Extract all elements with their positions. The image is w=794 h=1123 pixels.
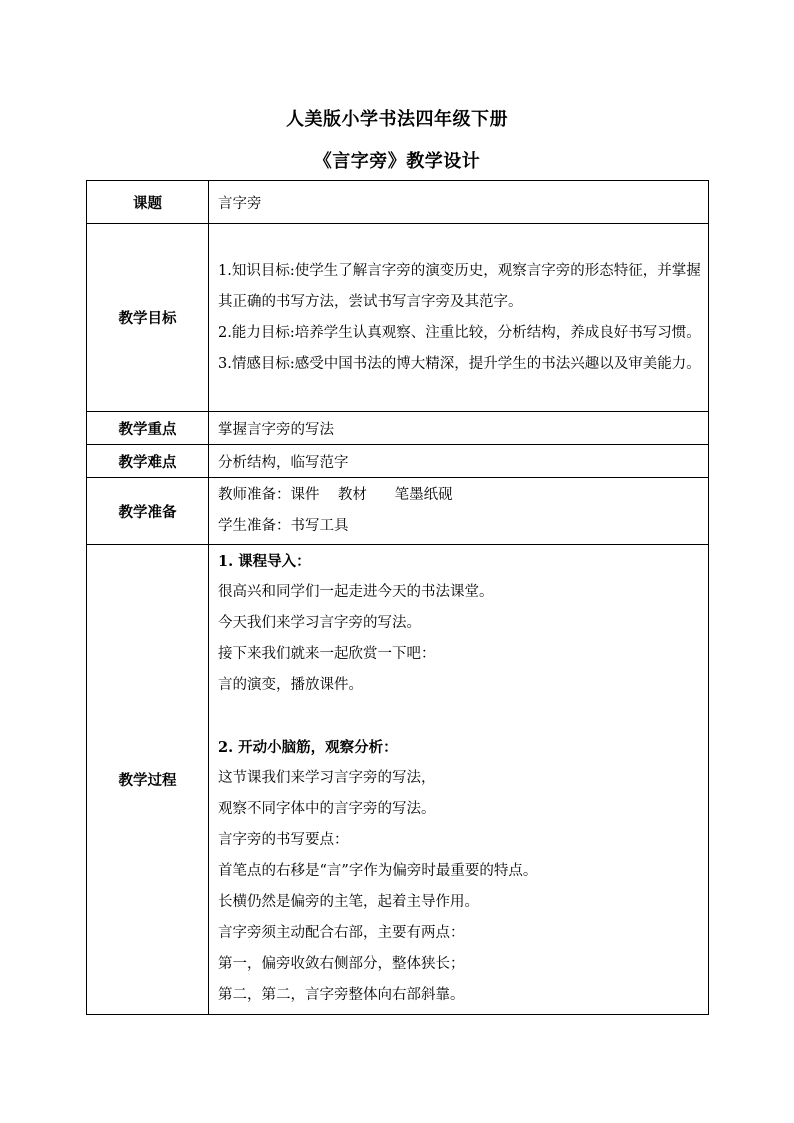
label-difficulty: 教学难点 xyxy=(87,445,209,478)
process-heading-2: 2. 开动小脑筋，观察分析： xyxy=(218,739,398,756)
lesson-plan-table xyxy=(86,180,709,1015)
process-line: 言字旁须主动配合右部，主要有两点： xyxy=(218,925,465,941)
label-goals: 教学目标 xyxy=(87,224,209,412)
process-line: 接下来我们就来一起欣赏一下吧： xyxy=(218,646,436,662)
document-subtitle: 《言字旁》教学设计 xyxy=(313,151,481,172)
label-topic: 课题 xyxy=(87,181,209,224)
label-prep: 教学准备 xyxy=(87,478,209,545)
row-goals xyxy=(87,224,709,412)
process-line: 很高兴和同学们一起走进今天的书法课堂。 xyxy=(218,584,494,600)
row-prep xyxy=(87,478,709,545)
prep-teacher: 教师准备：课件 教材 笔墨纸砚 xyxy=(218,487,453,503)
spacer xyxy=(218,701,702,732)
process-line: 言字旁的书写要点： xyxy=(218,832,349,848)
goal-item-2: 2.能力目标:培养学生认真观察、注重比较，分析结构，养成良好书写习惯。 xyxy=(218,324,701,341)
goal-item-3: 3.情感目标:感受中国书法的博大精深，提升学生的书法兴趣以及审美能力。 xyxy=(218,355,701,372)
value-goals xyxy=(209,224,709,412)
process-line: 言的演变，播放课件。 xyxy=(218,677,363,693)
process-line: 观察不同字体中的言字旁的写法。 xyxy=(218,801,436,817)
prep-student: 学生准备：书写工具 xyxy=(218,518,349,534)
process-line: 这节课我们来学习言字旁的写法， xyxy=(218,770,436,786)
goal-item-1: 1.知识目标:使学生了解言字旁的演变历史，观察言字旁的形态特征，并掌握其正确的书写方法，尝试书写言字旁及其范字。 xyxy=(218,262,701,310)
label-process: 教学过程 xyxy=(87,545,209,1015)
process-line: 今天我们来学习言字旁的写法。 xyxy=(218,615,421,631)
process-line: 第一，偏旁收敛右侧部分，整体狭长； xyxy=(218,956,465,972)
value-process xyxy=(209,545,709,1015)
process-heading-1: 1. 课程导入： xyxy=(218,553,311,570)
row-focus xyxy=(87,412,709,445)
row-topic xyxy=(87,181,709,224)
value-topic: 言字旁 xyxy=(209,181,709,224)
process-line: 首笔点的右移是“言”字作为偏旁时最重要的特点。 xyxy=(218,863,538,879)
label-focus: 教学重点 xyxy=(87,412,209,445)
document-title: 人美版小学书法四年级下册 xyxy=(286,109,508,130)
value-focus: 掌握言字旁的写法 xyxy=(209,412,709,445)
value-prep xyxy=(209,478,709,545)
row-process xyxy=(87,545,709,1015)
row-difficulty xyxy=(87,445,709,478)
process-line: 长横仍然是偏旁的主笔，起着主导作用。 xyxy=(218,894,479,910)
process-line: 第二，第二，言字旁整体向右部斜靠。 xyxy=(218,987,465,1003)
value-difficulty: 分析结构，临写范字 xyxy=(209,445,709,478)
